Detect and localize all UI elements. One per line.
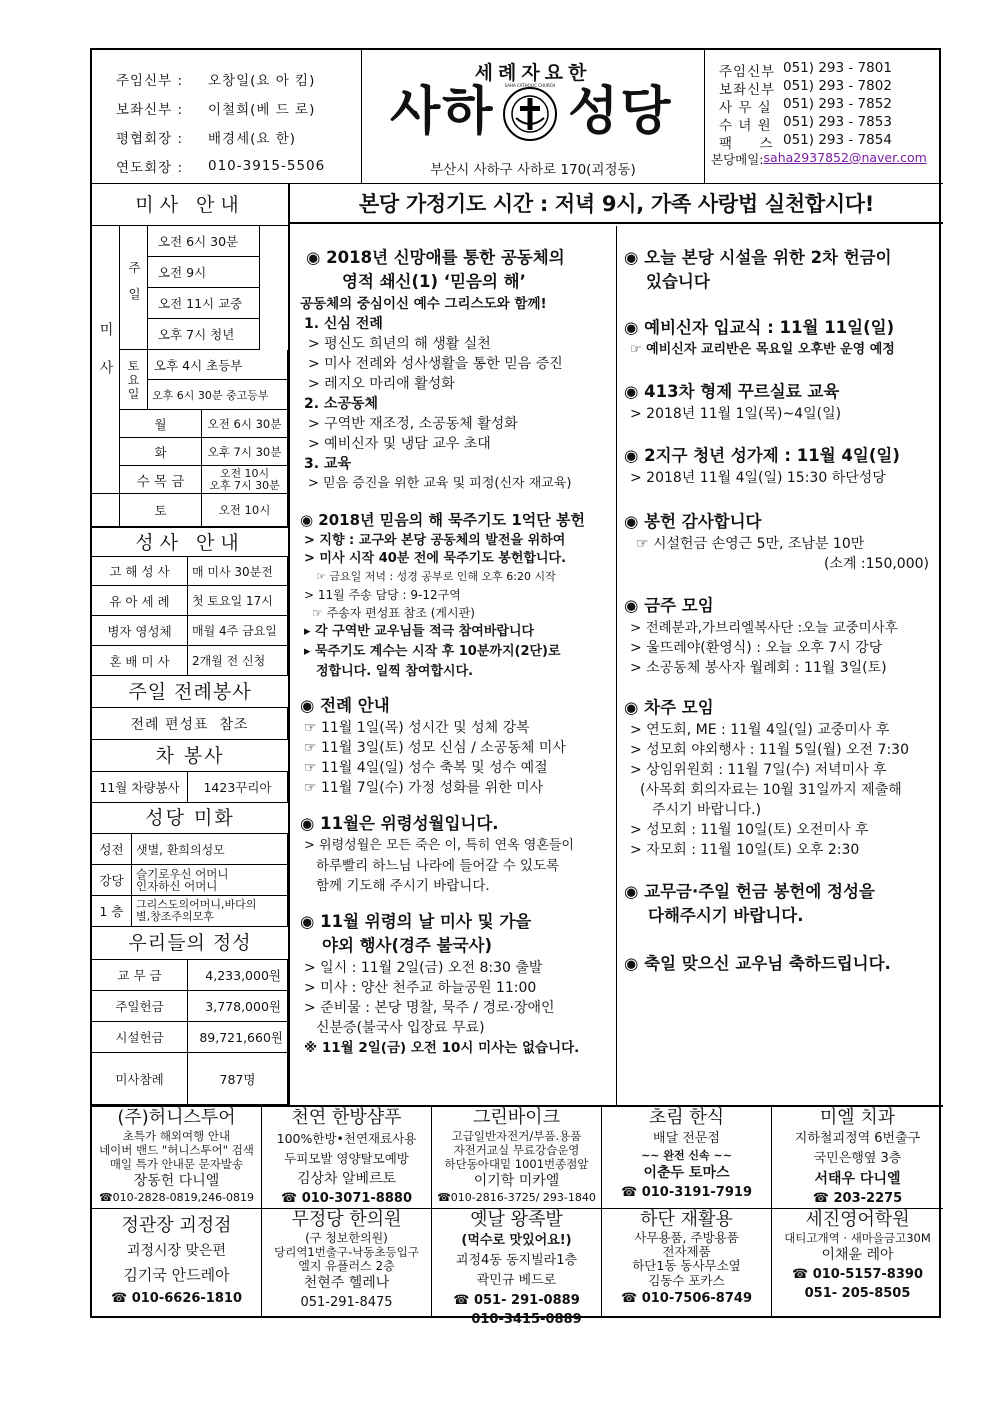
contact-row <box>719 132 943 150</box>
notice-line: 2. 소공동체 <box>304 396 379 412</box>
notice-heading: ◉ 오늘 본당 시설을 위한 2차 헌금이 <box>624 248 892 267</box>
ad-owner: 곽민규 베드로 <box>476 1273 557 1288</box>
notice-heading: ◉ 봉헌 감사합니다 <box>624 512 762 531</box>
ad-title: (주)허니스투어 <box>117 1107 236 1128</box>
notice-line: 신분증(불국사 입장료 무료) <box>316 1020 485 1036</box>
sacrament-value: 2개월 전 신청 <box>188 646 288 676</box>
ad-title: 무정당 한의원 <box>291 1209 402 1230</box>
ad-line: 국민은행옆 3층 <box>813 1151 902 1166</box>
ad-line: ~~ 완전 신속 ~~ <box>641 1149 732 1162</box>
notice-line: ▸ 묵주기도 계수는 시작 후 10분까지(2단)로 <box>304 644 561 659</box>
car-title: 차 봉사 <box>92 740 288 772</box>
beauty-area: 1 층 <box>92 896 132 927</box>
masthead <box>362 50 705 184</box>
contact-phone: 051) 293 - 7801 <box>783 60 892 76</box>
ad-line: (구 청보한의원) <box>305 1231 388 1245</box>
car-value: 1423꾸리아 <box>188 772 288 803</box>
staff-name: 010-3915-5506 <box>208 157 326 174</box>
ad-phone: ☎ 010-3191-7919 <box>620 1185 752 1200</box>
staff-role: 주임신부 : <box>116 72 184 89</box>
masthead-title-right: 성당 <box>568 82 673 142</box>
notice-line: ☞ 금요일 저녁 : 성경 공부로 인해 오후 6:20 시작 <box>316 570 556 583</box>
notice-heading: ◉ 금주 모임 <box>624 596 714 615</box>
beauty-area: 강당 <box>92 865 132 896</box>
liturgy-title: 주일 전례봉사 <box>92 676 288 708</box>
ad-box <box>602 1209 772 1316</box>
ad-owner: 김동수 포카스 <box>648 1273 725 1288</box>
ad-owner: 장동헌 다니엘 <box>133 1173 220 1189</box>
notice-line: > 예비신자 및 냉담 교우 초대 <box>308 436 491 452</box>
notice-heading: ◉ 축일 맞으신 교우님 축하드립니다. <box>624 954 891 973</box>
notice-heading: 영적 쇄신(1) ‘믿음의 해’ <box>342 272 526 291</box>
email-label: 본당메일: <box>711 152 764 167</box>
ad-box <box>602 1105 772 1209</box>
ad-box <box>262 1209 432 1316</box>
weekday-time: 오전 10시 <box>219 466 270 480</box>
ad-box <box>772 1209 943 1316</box>
mass-label: 미사 <box>92 226 120 494</box>
offering-name: 미사참례 <box>92 1053 188 1105</box>
beauty-team: 샛별, 환희의성모 <box>132 834 288 865</box>
sunday-time: 오후 7시 청년 <box>148 319 260 350</box>
saturday-time: 오후 6시 30분 중고등부 <box>148 380 288 410</box>
notice-line: > 연도회, ME : 11월 4일(일) 교중미사 후 <box>630 722 890 738</box>
ad-line: 전자제품 <box>662 1244 711 1259</box>
notice-line: > 평신도 희년의 해 생활 실천 <box>308 336 491 352</box>
ad-phone: ☎010-2828-0819,246-0819 <box>98 1191 255 1204</box>
notice-heading: ◉ 2018년 믿음의 해 묵주기도 1억단 봉헌 <box>300 511 585 529</box>
sacrament-name: 유 아 세 례 <box>92 586 188 616</box>
offering-value: 89,721,660원 <box>188 1022 288 1053</box>
beauty-team-stack <box>132 896 288 927</box>
staff-row <box>116 64 361 93</box>
sacrament-value: 첫 토요일 17시 <box>188 586 288 616</box>
notice-line: ☞ 주송자 편성표 참조 (게시판) <box>312 606 475 620</box>
sunday-time: 오전 11시 교중 <box>148 288 260 319</box>
church-emblem-icon <box>502 83 558 142</box>
offering-title: 우리들의 정성 <box>92 927 288 960</box>
beauty-team: 인자하신 어머니 <box>136 879 218 893</box>
notice-heading: 다해주시기 바랍니다. <box>648 906 804 925</box>
contact-phone: 051) 293 - 7853 <box>783 114 892 130</box>
ad-line: 매일 특가 안내문 문자발송 <box>109 1157 244 1171</box>
ad-owner: 이채윤 레아 <box>821 1247 894 1263</box>
ad-line: (먹수로 맛있어요!) <box>461 1233 572 1248</box>
beauty-team: 별,창조주의모후 <box>136 910 214 923</box>
notice-line: 함께 기도해 주시기 바랍니다. <box>316 878 490 894</box>
ad-line: 대티고개역 · 새마을금고30M <box>784 1231 931 1245</box>
ad-owner: 김상차 알베르토 <box>296 1171 397 1187</box>
ad-phone: 051- 205-8505 <box>804 1286 911 1301</box>
ad-title: 미엘 치과 <box>819 1107 896 1128</box>
notice-line: > 소공동체 봉사자 월례회 : 11월 3일(토) <box>630 660 887 676</box>
staff-row <box>116 122 361 151</box>
contact-label: 사 무 실 <box>719 100 772 116</box>
ad-title: 초림 한식 <box>648 1107 725 1128</box>
notice-line: > 미사 : 양산 천주교 하늘공원 11:00 <box>304 980 537 996</box>
notice-line: > 레지오 마리애 활성화 <box>308 376 455 392</box>
notice-heading: ◉ 2018년 신망애를 통한 공동체의 <box>306 248 565 267</box>
ad-owner: 서태우 다니엘 <box>814 1171 901 1187</box>
notice-line: > 믿음 증진을 위한 교육 및 피정(신자 재교육) <box>308 476 572 491</box>
contact-label: 보좌신부 <box>719 82 776 98</box>
weekday-time: 오후 7시 30분 <box>209 478 280 492</box>
weekday-time: 오전 10시 <box>202 494 288 527</box>
ad-phone: ☎ 203-2275 <box>812 1191 903 1206</box>
sacrament-value: 매월 4주 금요일 <box>188 616 288 646</box>
ad-box <box>92 1209 262 1316</box>
ad-owner: 이춘두 토마스 <box>643 1165 730 1181</box>
staff-box <box>92 50 362 184</box>
offering-name: 교 무 금 <box>92 960 188 991</box>
notice-heading: ◉ 차주 모임 <box>624 698 714 717</box>
ad-line: 배달 전문점 <box>653 1131 720 1146</box>
notice-line: (소계 :150,000) <box>823 556 929 572</box>
notice-line: > 11월 주송 담당 : 9-12구역 <box>304 588 461 602</box>
ad-line: 엘지 유플러스 2층 <box>298 1259 395 1273</box>
ad-box <box>262 1105 432 1209</box>
ad-owner: 이기학 미카엘 <box>473 1173 560 1189</box>
email-link[interactable]: saha2937852@naver.com <box>763 150 927 165</box>
notice-line: ☞ 11월 7일(수) 가정 성화를 위한 미사 <box>304 780 544 796</box>
offering-value: 787명 <box>188 1053 288 1105</box>
church-address: 부산시 사하구 사하로 170(괴정동) <box>430 162 636 178</box>
staff-name: 배경세(요 한) <box>208 130 297 147</box>
staff-role: 보좌신부 : <box>116 101 184 118</box>
notice-line: > 자모회 : 11월 10일(토) 오후 2:30 <box>630 842 860 858</box>
ad-line: 두피모발 영양탈모예방 <box>284 1151 409 1166</box>
ad-owner: 천현주 헬레나 <box>303 1275 390 1291</box>
ad-line: 당리역1번출구-낙동초등입구 <box>274 1245 419 1259</box>
saturday-label: 토요일 <box>120 350 148 410</box>
notice-line: > 울뜨레야(환영식) : 오늘 오후 7시 강당 <box>630 640 883 656</box>
contact-phone: 051) 293 - 7802 <box>783 78 892 94</box>
masthead-title-left: 사하 <box>390 82 495 142</box>
sunday-label: 주일 <box>120 226 148 350</box>
sacrament-value: 매 미사 30분전 <box>188 557 288 586</box>
bulletin-page <box>90 48 941 1327</box>
ad-title: 정관장 괴정점 <box>121 1215 232 1236</box>
contact-label: 주임신부 <box>719 64 776 80</box>
contact-row <box>719 60 943 78</box>
beauty-team: 그리스도의어머니,바다의 <box>136 898 257 911</box>
car-label: 11월 차량봉사 <box>92 772 188 803</box>
weekday-time: 오후 7시 30분 <box>202 438 288 466</box>
email-row <box>711 150 943 168</box>
sacrament-name: 혼 배 미 사 <box>92 646 188 676</box>
ad-line: 괴정시장 맞은편 <box>126 1243 227 1259</box>
ad-line: 하단동아대밑 1001번종점앞 <box>444 1157 589 1171</box>
ad-phone: ☎ 051- 291-0889 <box>453 1293 580 1308</box>
notice-line: 하루빨리 하느님 나라에 들어갈 수 있도록 <box>316 858 560 874</box>
ad-phone: ☎ 010-6626-1810 <box>110 1291 242 1306</box>
ad-line: 하단1동 동사무소옆 <box>632 1258 741 1273</box>
ad-phone: 051-291-8475 <box>300 1295 393 1310</box>
beauty-title: 성당 미화 <box>92 803 288 834</box>
ad-line: 사무용품, 주방용품 <box>634 1230 739 1245</box>
weekday-time: 오전 6시 30분 <box>202 410 288 438</box>
ad-phone: ☎ 010-5157-8390 <box>791 1267 923 1282</box>
staff-row <box>116 151 361 180</box>
offering-value: 3,778,000원 <box>188 991 288 1022</box>
notice-line: ※ 11월 2일(금) 오전 10시 미사는 없습니다. <box>304 1040 580 1056</box>
notice-heading: ◉ 2지구 청년 성가제 : 11월 4일(일) <box>624 446 900 465</box>
weekday-day: 화 <box>120 438 202 466</box>
notice-heading: ◉ 교무금·주일 헌금 봉헌에 정성을 <box>624 882 875 901</box>
notice-heading: ◉ 전례 안내 <box>300 696 390 715</box>
notice-heading: ◉ 11월 위령의 날 미사 및 가을 <box>300 912 532 931</box>
masthead-subtitle: 세례자요한 <box>474 62 592 84</box>
ad-owner: 김기국 안드레아 <box>123 1266 230 1284</box>
notice-line: > 상임위원회 : 11월 7일(수) 저녁미사 후 <box>630 762 887 778</box>
ad-title: 옛날 왕족발 <box>470 1209 563 1230</box>
sacrament-name: 고 해 성 사 <box>92 557 188 586</box>
ad-phone: 010-3415-0889 <box>471 1312 582 1327</box>
sacrament-title: 성사 안내 <box>92 527 288 557</box>
notice-line: > 구역반 재조정, 소공동체 활성화 <box>308 416 518 432</box>
ad-line: 네이버 밴드 "허니스투어" 검색 <box>99 1143 254 1157</box>
notice-heading: ◉ 예비신자 입교식 : 11월 11일(일) <box>624 318 895 337</box>
notice-line: 정합니다. 일찍 참여합시다. <box>316 664 474 679</box>
saturday-time: 오후 4시 초등부 <box>148 350 288 380</box>
contact-label: 팩 스 <box>719 136 774 152</box>
staff-name: 이철희(베 드 로) <box>208 101 316 118</box>
notice-line: > 전례분과,가브리엘복사단 :오늘 교중미사후 <box>630 620 898 636</box>
ad-line: 고급일반자전거/부품.용품 <box>451 1129 582 1143</box>
contact-row <box>719 96 943 114</box>
contact-label: 수 녀 원 <box>719 118 772 134</box>
contact-row <box>719 78 943 96</box>
notice-line: > 미사 시작 40분 전에 묵주기도 봉헌합니다. <box>304 551 567 566</box>
notice-subheading: 공동체의 중심이신 예수 그리스도와 함께! <box>300 296 547 312</box>
mass-title: 미사 안내 <box>92 184 288 226</box>
ad-title: 천연 한방샴푸 <box>291 1107 402 1128</box>
ad-line: 100%한방•천연재료사용 <box>276 1131 417 1146</box>
staff-row <box>116 93 361 122</box>
ad-line: 자전거교실 무료강습운영 <box>453 1143 580 1157</box>
ad-phone: ☎ 010-7506-8749 <box>620 1291 752 1306</box>
contact-row <box>719 114 943 132</box>
notice-line: > 일시 : 11월 2일(금) 오전 8:30 출발 <box>304 960 543 976</box>
notice-line: > 미사 전례와 성사생활을 통한 믿음 증진 <box>308 356 563 372</box>
staff-name: 오창일(요 아 킴) <box>208 72 316 89</box>
notice-line: > 성모회 : 11월 10일(토) 오전미사 후 <box>630 822 869 838</box>
sidebar <box>92 184 290 1105</box>
ad-line: 초특가 해외여행 안내 <box>122 1129 231 1143</box>
ad-box <box>432 1105 602 1209</box>
weekday-time-stack <box>202 466 288 494</box>
mass-label-spacer <box>92 494 120 527</box>
offering-value: 4,233,000원 <box>188 960 288 991</box>
ad-box <box>772 1105 943 1209</box>
ad-line: 지하철괴정역 6번출구 <box>794 1131 921 1146</box>
ad-phone: ☎010-2816-3725/ 293-1840 <box>437 1191 596 1204</box>
staff-role: 평협회장 : <box>116 130 184 147</box>
liturgy-value: 전례 편성표 참조 <box>92 708 288 740</box>
ad-phone: ☎ 010-3071-8880 <box>280 1191 412 1206</box>
ad-box <box>92 1105 262 1209</box>
notice-line: > 지향 : 교구와 본당 공동체의 발전을 위하여 <box>304 533 566 548</box>
notice-column-2 <box>618 226 943 1105</box>
emblem-text: SAHA CATHOLIC CHURCH <box>504 83 556 88</box>
offering-name: 시설헌금 <box>92 1022 188 1053</box>
weekday-day: 월 <box>120 410 202 438</box>
sunday-time: 오전 6시 30분 <box>148 226 260 257</box>
beauty-team-stack <box>132 865 288 896</box>
weekday-day: 수 목 금 <box>120 466 202 494</box>
notice-heading: ◉ 413차 형제 꾸르실료 교육 <box>624 382 840 401</box>
notice-heading: ◉ 11월은 위령성월입니다. <box>300 814 499 833</box>
sacrament-name: 병자 영성체 <box>92 616 188 646</box>
ad-title: 세진영어학원 <box>805 1209 910 1230</box>
notice-line: > 2018년 11월 1일(목)~4일(일) <box>630 406 842 422</box>
notice-line: 1. 신심 전례 <box>304 316 383 332</box>
ad-title: 하단 재활용 <box>640 1209 733 1230</box>
notice-line: > 위령성월은 모든 죽은 이, 특히 연옥 영혼들이 <box>304 838 574 853</box>
notice-line: (사목회 회의자료는 10월 31일까지 제출해 <box>640 782 902 798</box>
contact-phone: 051) 293 - 7852 <box>783 96 892 112</box>
notice-line: ☞ 11월 3일(토) 성모 신심 / 소공동체 미사 <box>304 740 566 756</box>
notice-column-1 <box>292 226 617 1105</box>
ad-title: 그린바이크 <box>473 1107 560 1128</box>
notice-line: ☞ 예비신자 교리반은 목요일 오후반 운영 예정 <box>630 342 895 357</box>
notice-line: > 준비물 : 본당 명찰, 묵주 / 경로·장애인 <box>304 1000 555 1016</box>
notice-line: ☞ 11월 4일(일) 성수 축복 및 성수 예절 <box>304 760 548 776</box>
notice-heading: 있습니다 <box>646 272 710 291</box>
notice-line: 3. 교육 <box>304 456 351 472</box>
beauty-area: 성전 <box>92 834 132 865</box>
notice-line: ▸ 각 구역반 교우님들 적극 참여바랍니다 <box>304 624 535 639</box>
offering-name: 주일헌금 <box>92 991 188 1022</box>
notice-line: > 성모회 야외행사 : 11월 5일(월) 오전 7:30 <box>630 742 909 758</box>
notice-line: ☞ 11월 1일(목) 성시간 및 성체 강복 <box>304 720 530 736</box>
notice-line: > 2018년 11월 4일(일) 15:30 하단성당 <box>630 470 886 486</box>
staff-role: 연도회장 : <box>116 159 184 176</box>
sunday-time: 오전 9시 <box>148 257 260 288</box>
contact-box <box>705 50 943 184</box>
contact-phone: 051) 293 - 7854 <box>783 132 892 148</box>
notice-line: 주시기 바랍니다.) <box>652 802 762 818</box>
ad-box <box>432 1209 602 1327</box>
beauty-team: 슬기로우신 어머니 <box>136 867 229 881</box>
ad-line: 괴정4동 동지빌라1층 <box>455 1253 578 1268</box>
notice-heading: 야외 행사(경주 불국사) <box>322 936 493 955</box>
banner-headline: 본당 가정기도 시간 : 저녁 9시, 가족 사랑법 실천합시다! <box>290 184 943 224</box>
notice-line: ☞ 시설헌금 손영근 5만, 조남분 10만 <box>636 536 865 552</box>
weekday-day: 토 <box>120 494 202 527</box>
